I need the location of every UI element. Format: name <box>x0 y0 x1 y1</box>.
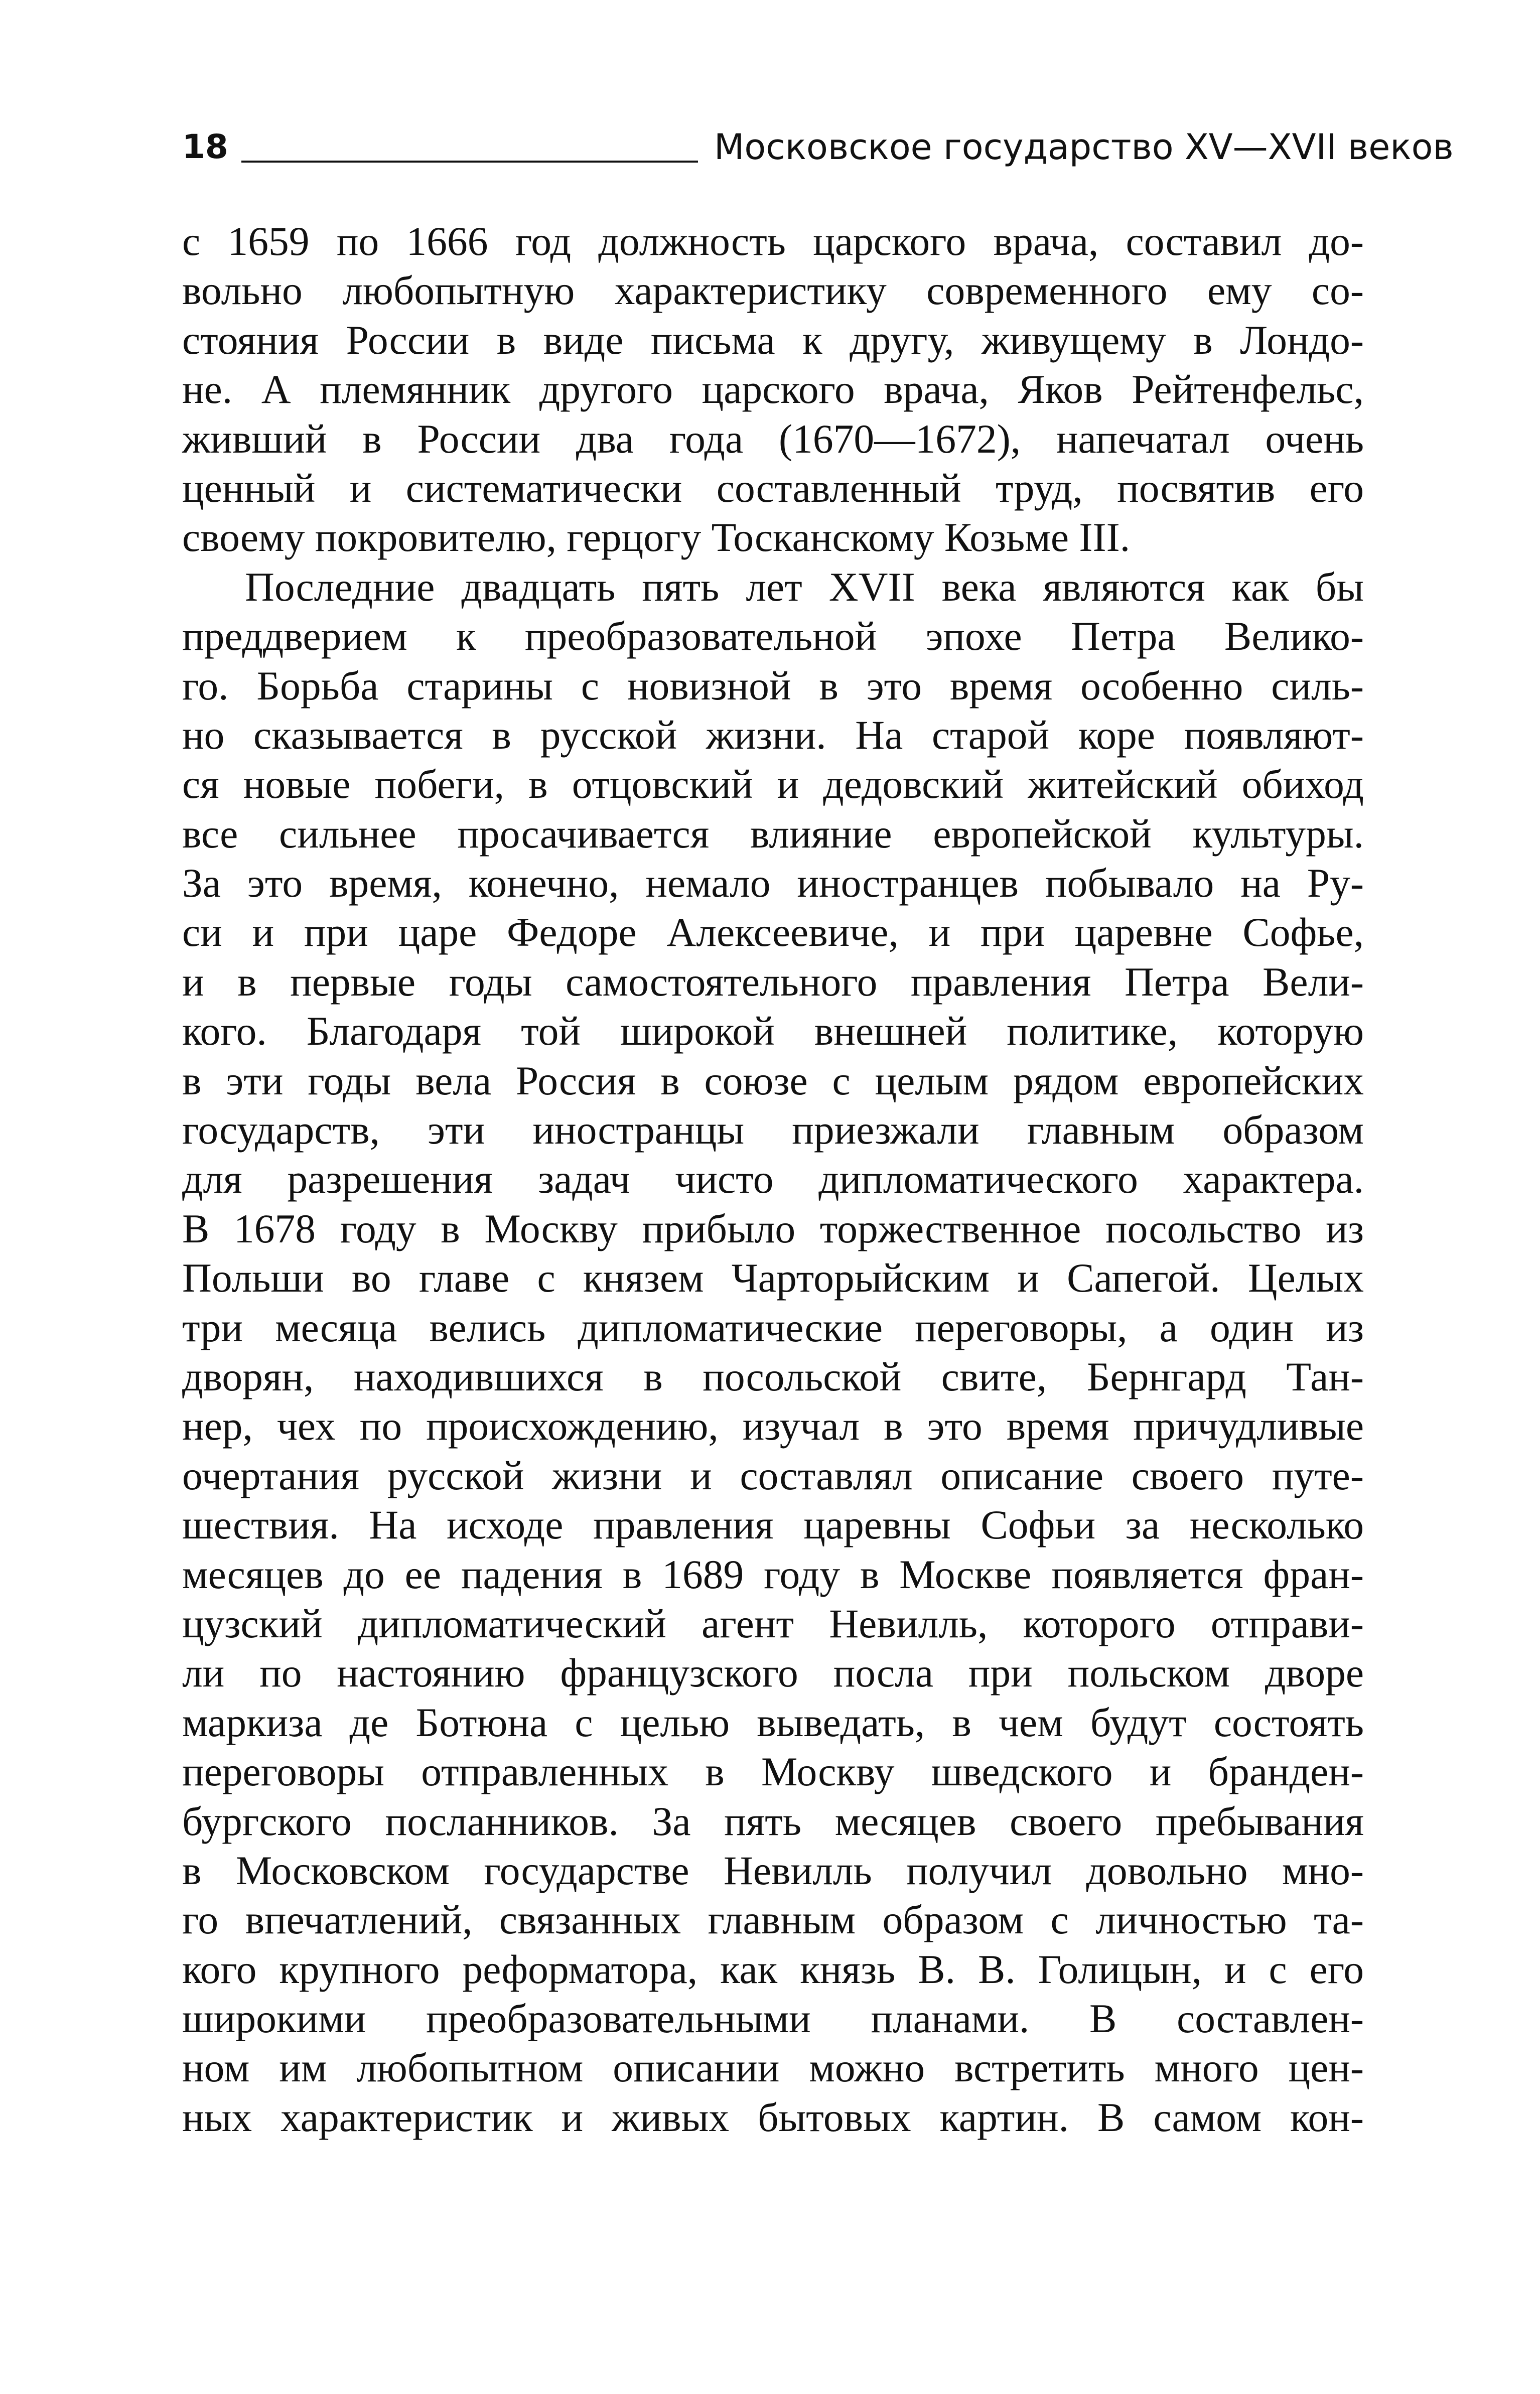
text-line: три месяца велись дипломатические переговоры, а один из <box>182 1304 1364 1350</box>
text-line: и в первые годы самостоятельного правления Петра Вели- <box>182 958 1364 1005</box>
text-line: ся новые побеги, в отцовский и дедовский житейский обиход <box>182 761 1364 807</box>
text-line: преддверием к преобразовательной эпохе Петра Велико- <box>182 613 1364 659</box>
text-line: не. А племянник другого царского врача, Яков Рейтенфельс, <box>182 366 1364 412</box>
text-line: но сказывается в русской жизни. На старой коре появляют- <box>182 712 1364 758</box>
text-line: В 1678 году в Москву прибыло торжественное посольство из <box>182 1205 1364 1251</box>
text-line: дворян, находившихся в посольской свите, Бернгард Тан- <box>182 1353 1364 1399</box>
text-line: ценный и систематически составленный труд, посвятив его <box>182 465 1364 511</box>
text-line: очертания русской жизни и составлял описание своего путе- <box>182 1452 1364 1498</box>
text-line: переговоры отправленных в Москву шведского и бранден- <box>182 1749 1364 1795</box>
text-line: для разрешения задач чисто дипломатического характера. <box>182 1156 1364 1202</box>
header-rule <box>241 161 698 163</box>
text-line: месяцев до ее падения в 1689 году в Москве появляется фран- <box>182 1551 1364 1597</box>
text-line: ных характеристик и живых бытовых картин. В самом кон- <box>182 2094 1364 2140</box>
text-line: стояния России в виде письма к другу, живущему в Лондо- <box>182 317 1364 363</box>
text-line: ли по настоянию французского посла при польском дворе <box>182 1650 1364 1696</box>
text-line: широкими преобразовательными планами. В составлен- <box>182 1996 1364 2042</box>
running-title: Московское государство XV—XVII веков <box>714 126 1454 168</box>
text-line: си и при царе Федоре Алексеевиче, и при царевне Софье, <box>182 909 1364 955</box>
text-line: го впечатлений, связанных главным образом с личностью та- <box>182 1897 1364 1943</box>
page-number: 18 <box>182 127 228 166</box>
text-line: Последние двадцать пять лет XVII века являются как бы <box>245 564 1364 610</box>
text-line: в эти годы вела Россия в союзе с целым рядом европейских <box>182 1057 1364 1103</box>
text-line: с 1659 по 1666 год должность царского врача, составил до- <box>182 218 1364 264</box>
text-line: бургского посланников. За пять месяцев своего пребывания <box>182 1798 1364 1844</box>
text-line: кого. Благодаря той широкой внешней политике, которую <box>182 1008 1364 1054</box>
text-line: шествия. На исходе правления царевны Софьи за несколько <box>182 1502 1364 1548</box>
text-line: живший в России два года (1670—1672), напечатал очень <box>182 415 1364 462</box>
paragraph-1 <box>182 217 1364 562</box>
text-line: государств, эти иностранцы приезжали главным образом <box>182 1107 1364 1153</box>
text-line: За это время, конечно, немало иностранцев побывало на Ру- <box>182 860 1364 906</box>
body-text <box>182 217 1364 2142</box>
text-line: все сильнее просачивается влияние европейской культуры. <box>182 810 1364 857</box>
text-line: вольно любопытную характеристику современного ему со- <box>182 267 1364 314</box>
text-line: цузский дипломатический агент Невилль, которого отправи- <box>182 1600 1364 1646</box>
text-line: кого крупного реформатора, как князь В. В. Голицын, и с его <box>182 1946 1364 1992</box>
paragraph-2 <box>182 562 1364 2143</box>
text-line: маркиза де Ботюна с целью выведать, в чем будут состоять <box>182 1699 1364 1745</box>
text-line: ном им любопытном описании можно встретить много цен- <box>182 2045 1364 2091</box>
text-line: го. Борьба старины с новизной в это время особенно силь- <box>182 662 1364 709</box>
text-line: в Московском государстве Невилль получил довольно мно- <box>182 1847 1364 1893</box>
text-line: нер, чех по происхождению, изучал в это время причудливые <box>182 1403 1364 1449</box>
page-header <box>182 119 1454 175</box>
text-line: Польши во главе с князем Чарторыйским и Сапегой. Целых <box>182 1255 1364 1301</box>
text-line: своему покровителю, герцогу Тосканскому Козьме III. <box>182 514 1131 560</box>
